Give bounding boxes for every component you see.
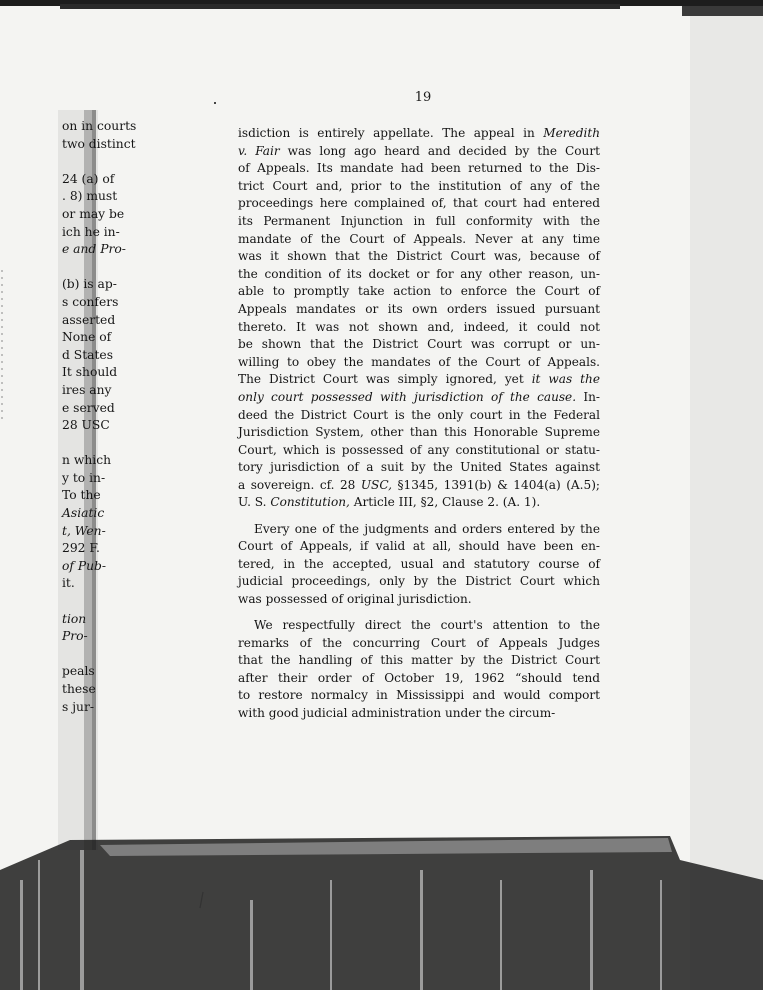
text-line — [238, 687, 600, 705]
text-run: The District Court was simply ignored, yet — [238, 372, 532, 387]
text-run: proceedings here complained of, that court had entered — [238, 196, 600, 211]
text-line — [238, 354, 600, 372]
text-run: its Permanent Injunction in full conformity with the — [238, 213, 600, 228]
text-line — [238, 248, 600, 266]
text-line — [238, 336, 600, 354]
paragraph — [238, 125, 600, 512]
text-line — [238, 573, 600, 591]
facing-page-line — [62, 435, 154, 453]
text-run: willing to obey the mandates of the Court of Appeals. — [238, 354, 600, 369]
text-run: tered, in the accepted, usual and statutory course of — [238, 556, 600, 571]
text-run: to restore normalcy in Mississippi and would comport — [238, 688, 600, 703]
text-line — [238, 477, 600, 495]
facing-page-line: peals — [62, 664, 95, 679]
paragraph — [238, 617, 600, 723]
facing-page-line: two distinct — [62, 136, 136, 151]
text-run: mandate of the Court of Appeals. Never at any time — [238, 231, 600, 246]
text-line — [238, 670, 600, 688]
text-line — [238, 195, 600, 213]
text-line — [238, 160, 600, 178]
text-run: Court of Appeals, if valid at all, should have been en- — [238, 539, 600, 554]
text-line — [238, 442, 600, 460]
text-line — [238, 231, 600, 249]
main-text-column — [238, 125, 600, 723]
text-line — [238, 556, 600, 574]
text-line — [238, 371, 600, 389]
text-run: §1345, 1391(b) & 1404(a) (A.5); — [392, 477, 600, 492]
italic-text: only court possessed with jurisdiction of the cause. — [238, 389, 577, 404]
facing-page-line: t, Wen- — [62, 523, 106, 538]
text-run: the condition of its docket or for any other reason, un- — [238, 266, 600, 281]
text-run: In- — [576, 389, 600, 404]
facing-page-line: or may be — [62, 206, 125, 221]
page-number: 19 — [414, 90, 432, 105]
facing-page-fragments — [62, 118, 154, 716]
text-line — [238, 213, 600, 231]
text-run: able to promptly take action to enforce the Court of — [238, 284, 600, 299]
text-line — [238, 407, 600, 425]
text-line — [238, 178, 600, 196]
facing-page-line: ires any — [62, 382, 112, 397]
facing-page-line: these — [62, 682, 96, 696]
text-line — [238, 635, 600, 653]
paragraph — [238, 521, 600, 609]
text-run: We respectfully direct the court's attention to the — [254, 618, 600, 633]
facing-page-line: of Pub- — [62, 558, 107, 573]
text-run: tory jurisdiction of a suit by the United States against — [238, 460, 600, 475]
facing-page-line: s jur- — [62, 699, 94, 714]
text-line — [238, 494, 600, 512]
italic-text: it was the — [531, 372, 600, 387]
facing-page-line: e and Pro- — [62, 242, 126, 257]
text-line — [238, 283, 600, 301]
italic-text: v. Fair — [238, 143, 280, 158]
facing-page-line: Asiatic — [62, 506, 105, 521]
facing-page-line — [62, 153, 154, 171]
text-run: thereto. It was not shown and, indeed, it could not — [238, 319, 600, 334]
facing-page-line: To the — [62, 488, 101, 503]
text-run: Jurisdiction System, other than this Honorable Supreme — [238, 425, 600, 440]
text-run: deed the District Court is the only court in the Federal — [238, 407, 600, 422]
facing-page-line: e served — [62, 400, 115, 415]
text-line — [238, 521, 600, 539]
facing-page-line — [62, 646, 154, 664]
italic-text: USC, — [360, 477, 392, 492]
facing-page-line: d States — [62, 347, 114, 362]
text-run: remarks of the concurring Court of Appeals Judges — [238, 635, 600, 650]
text-line — [238, 125, 600, 143]
facing-page-line: 292 F. — [62, 541, 100, 556]
text-line — [238, 143, 600, 161]
facing-page-line: s confers — [62, 294, 119, 309]
text-run: was possessed of original jurisdiction. — [238, 591, 472, 606]
facing-page-line: . 8) must — [62, 189, 118, 204]
text-line — [238, 591, 600, 609]
facing-page-line: ich he in- — [62, 224, 120, 239]
text-run: with good judicial administration under the circum- — [238, 706, 556, 720]
facing-page-line: 28 USC — [62, 418, 110, 433]
facing-page-line: 24 (a) of — [62, 171, 115, 186]
text-run: Article III, §2, Clause 2. (A. 1). — [349, 495, 541, 510]
text-run: judicial proceedings, only by the District Court which — [238, 574, 600, 589]
text-line — [238, 538, 600, 556]
text-run: of Appeals. Its mandate had been returned to the Dis- — [238, 161, 600, 176]
text-line — [238, 319, 600, 337]
facing-page-line: (b) is ap- — [62, 277, 117, 292]
text-run: Every one of the judgments and orders entered by the — [254, 521, 600, 536]
text-line — [238, 459, 600, 477]
text-run: that the handling of this matter by the District Court — [238, 653, 600, 668]
facing-page-line: y to in- — [62, 470, 106, 485]
facing-page-line: None of — [62, 330, 112, 345]
text-line — [238, 266, 600, 284]
text-run: trict Court and, prior to the institution of any of the — [238, 178, 600, 193]
text-line — [238, 617, 600, 635]
text-line — [238, 424, 600, 442]
facing-page-line: It should — [62, 365, 118, 380]
facing-page-line — [62, 259, 154, 277]
text-run: Court, which is possessed of any constitutional or statu- — [238, 442, 600, 457]
text-run: Appeals mandates or its own orders issued pursuant — [238, 301, 600, 316]
italic-text: Meredith — [543, 126, 600, 140]
facing-page-line: tion — [62, 611, 87, 626]
text-run: was long ago heard and decided by the Court — [279, 143, 600, 158]
facing-page-line: asserted — [62, 312, 116, 327]
text-run: U. S. — [238, 495, 271, 510]
text-line — [238, 301, 600, 319]
italic-text: Constitution, — [270, 495, 350, 510]
text-run: a sovereign. cf. 28 — [238, 477, 361, 492]
text-run: be shown that the District Court was corrupt or un- — [238, 337, 600, 352]
facing-page-line — [62, 593, 154, 611]
text-line — [238, 705, 600, 723]
facing-page-line: Pro- — [62, 629, 88, 644]
text-line — [238, 389, 600, 407]
facing-page-line: n which — [62, 453, 112, 468]
facing-page-line: on in courts — [62, 119, 137, 133]
text-run: was it shown that the District Court was, because of — [238, 249, 600, 264]
text-line — [238, 652, 600, 670]
facing-page-line: it. — [62, 576, 75, 591]
text-run: isdiction is entirely appellate. The appeal in — [238, 126, 544, 140]
text-run: after their order of October 19, 1962 “should tend — [238, 670, 600, 685]
